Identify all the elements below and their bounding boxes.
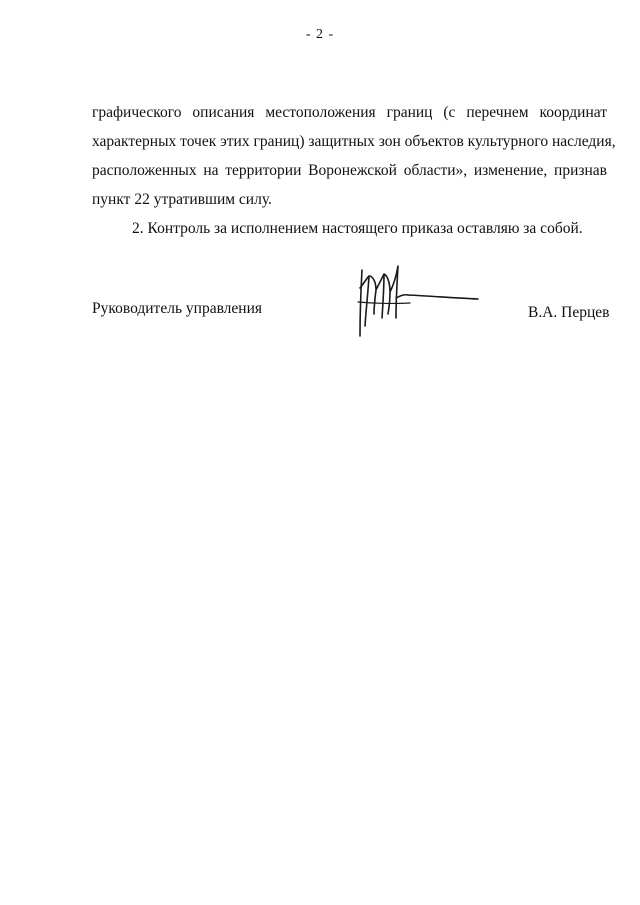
- body-line-4: пункт 22 утратившим силу.: [92, 191, 272, 208]
- body-line-3: расположенных на территории Воронежской области», изменение, признав: [92, 162, 607, 179]
- body-line-1: графического описания местоположения границ (с перечнем координат: [92, 104, 607, 121]
- signatory-position: Руководитель управления: [92, 300, 263, 317]
- signature-icon: [340, 248, 490, 348]
- paragraph-point-2: 2. Контроль за исполнением настоящего приказа оставляю за собой.: [132, 220, 583, 237]
- signatory-name: В.А. Перцев: [528, 304, 610, 321]
- document-body: [92, 98, 616, 243]
- body-line-2: характерных точек этих границ) защитных зон объектов культурного наследия,: [92, 133, 616, 150]
- page-number: - 2 -: [305, 27, 335, 42]
